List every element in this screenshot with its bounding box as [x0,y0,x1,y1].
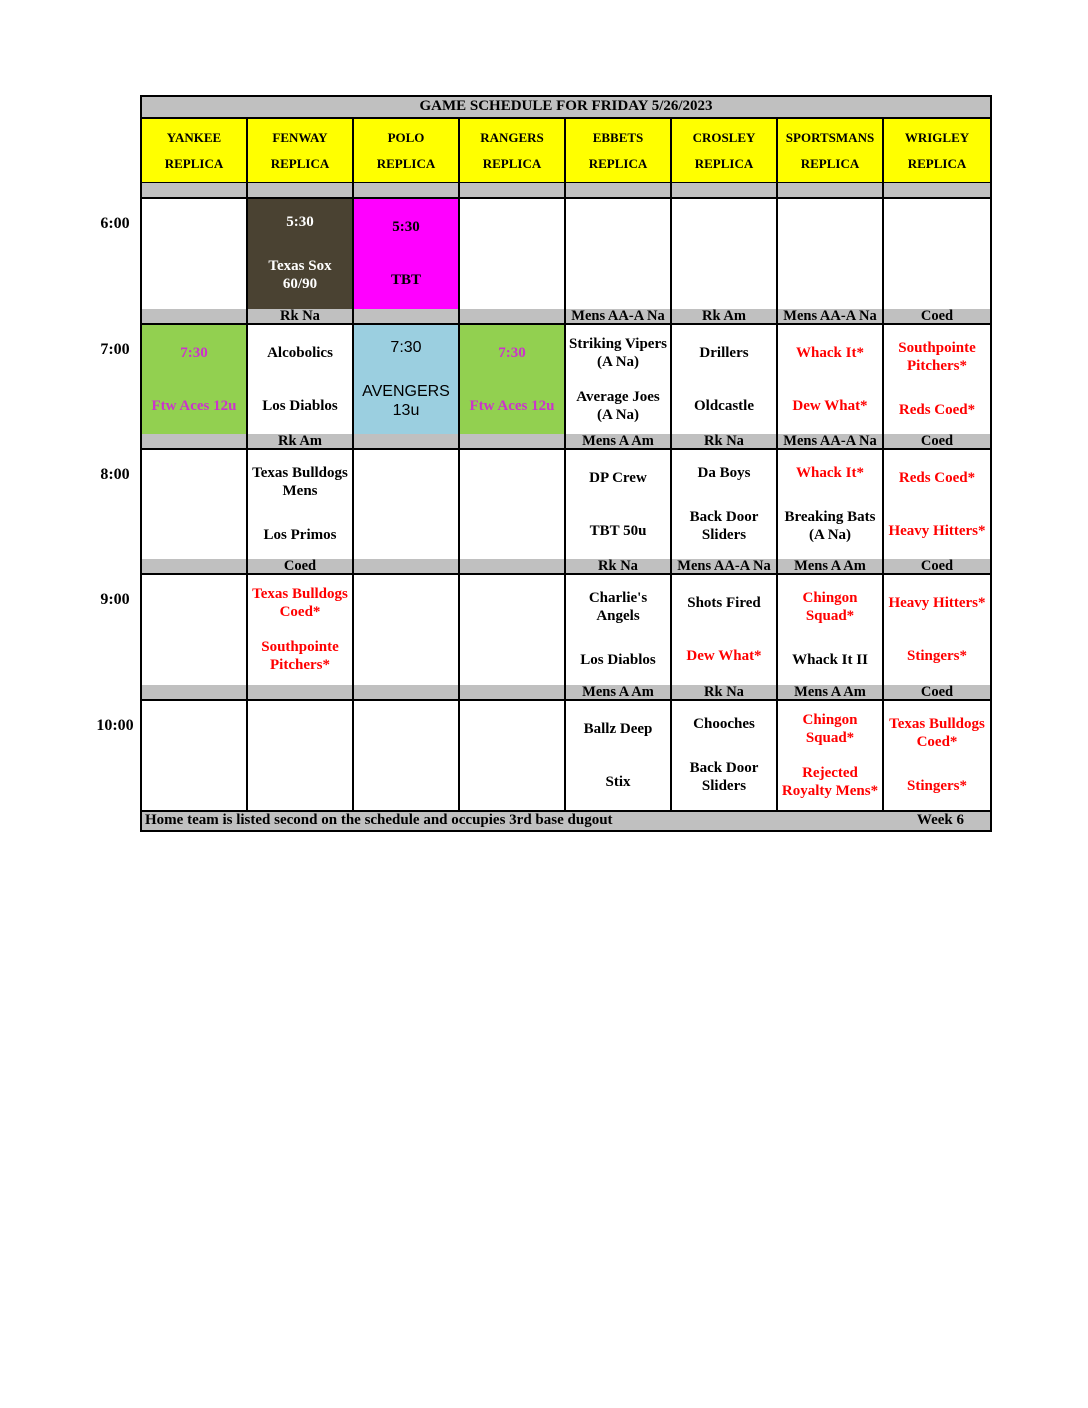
division-label [566,183,672,199]
home-team: Rejected Royalty Mens* [781,764,879,799]
home-team: Ftw Aces 12u [469,397,555,414]
division-label [354,559,460,575]
away-team: Alcobolics [267,344,333,361]
away-team: Ballz Deep [583,720,653,737]
division-label: Coed [884,685,990,701]
game-cell[interactable] [248,450,354,560]
empty-slot [142,575,248,685]
empty-slot [460,199,566,309]
division-label [884,183,990,199]
field-name: YANKEE [166,130,222,146]
empty-slot [248,701,354,811]
empty-slot [354,575,460,685]
division-label [248,685,354,701]
division-label: Coed [884,309,990,325]
home-team: Back Door Sliders [689,509,759,544]
away-team: Chingon Squad* [802,711,858,746]
home-team: AVENGERS 13u [362,382,450,419]
game-cell[interactable] [248,325,354,435]
division-label: Mens A Am [778,685,884,701]
game-cell[interactable] [884,325,990,435]
division-label: Coed [248,559,354,575]
game-cell[interactable] [672,701,778,811]
field-name: CROSLEY [692,130,756,146]
division-label [778,183,884,199]
time-label: 9:00 [100,591,130,608]
home-team: Los Diablos [262,397,338,414]
division-label [354,685,460,701]
home-team: Heavy Hitters* [888,522,986,539]
division-label [142,434,248,450]
division-label [142,309,248,325]
empty-slot [778,199,884,309]
time-label: 7:00 [100,341,130,358]
game-cell[interactable] [142,325,248,435]
division-label: Rk Am [672,309,778,325]
empty-slot [566,199,672,309]
field-header [354,119,460,183]
division-label [354,434,460,450]
field-name: RANGERS [480,130,544,146]
game-cell[interactable] [778,701,884,811]
away-team: Whack It* [796,465,864,482]
game-cell[interactable] [672,325,778,435]
away-team: Heavy Hitters* [888,594,986,611]
field-subtitle: REPLICA [376,155,436,171]
home-team: Reds Coed* [898,402,976,419]
division-label: Rk Na [672,685,778,701]
field-header [566,119,672,183]
field-header [778,119,884,183]
division-label: Mens AA-A Na [778,309,884,325]
division-label: Rk Na [248,309,354,325]
home-team: Breaking Bats (A Na) [784,509,876,544]
empty-slot [460,701,566,811]
game-time: 5:30 [286,214,314,231]
empty-slot [142,450,248,560]
away-team: Da Boys [697,465,751,482]
empty-slot [460,450,566,560]
away-team: Whack It* [796,344,864,361]
game-cell[interactable] [354,199,460,309]
game-cell[interactable] [778,575,884,685]
home-team: Stingers* [907,778,967,795]
home-team: Stingers* [907,647,967,664]
game-time: 7:30 [498,344,526,361]
time-label: 10:00 [96,717,134,734]
game-cell[interactable] [672,575,778,685]
empty-slot [142,199,248,309]
division-label: Rk Na [566,559,672,575]
game-cell[interactable] [354,325,460,435]
field-header [248,119,354,183]
field-name: POLO [387,130,425,146]
home-team: Dew What* [792,397,868,414]
schedule-title: GAME SCHEDULE FOR FRIDAY 5/26/2023 [142,97,990,119]
division-label: Rk Am [248,434,354,450]
division-label [460,685,566,701]
away-team: Chingon Squad* [802,590,858,624]
home-team: TBT 50u [589,522,647,539]
division-label: Mens AA-A Na [672,559,778,575]
game-cell[interactable] [460,325,566,435]
game-cell[interactable] [778,325,884,435]
field-subtitle: REPLICA [164,155,224,171]
away-team: Shots Fired [687,594,761,611]
division-label: Mens AA-A Na [566,309,672,325]
footer-note: Home team is listed second on the schedule and occupies 3rd base dugout [145,812,613,828]
division-label: Mens AA-A Na [778,434,884,450]
away-team: DP Crew [589,469,647,486]
division-label [354,183,460,199]
home-team: TBT [390,271,421,288]
away-team: Texas Bulldogs Mens [252,465,348,499]
division-label: Mens A Am [566,434,672,450]
game-cell[interactable] [884,701,990,811]
game-cell[interactable] [566,575,672,685]
away-team: Charlie's Angels [588,590,648,624]
empty-slot [354,450,460,560]
away-team: Striking Vipers (A Na) [569,335,667,370]
division-label [460,183,566,199]
field-name: FENWAY [272,130,328,146]
field-subtitle: REPLICA [907,155,967,171]
division-label [460,434,566,450]
away-team: Chooches [693,716,755,733]
game-time: 5:30 [392,218,420,235]
home-team: Average Joes (A Na) [576,388,660,423]
empty-slot [884,199,990,309]
division-label: Rk Na [672,434,778,450]
game-time: 7:30 [180,344,208,361]
home-team: Southpointe Pitchers* [261,638,339,673]
division-label [142,183,248,199]
game-cell[interactable] [566,701,672,811]
home-team: Ftw Aces 12u [151,397,237,414]
division-label [142,559,248,575]
field-subtitle: REPLICA [694,155,754,171]
away-team: Southpointe Pitchers* [898,340,976,374]
footer-bar [142,810,990,830]
field-name: WRIGLEY [904,130,970,146]
field-name: EBBETS [592,130,644,146]
division-label [248,183,354,199]
home-team: Los Primos [263,527,337,544]
game-cell[interactable] [884,575,990,685]
time-label: 6:00 [100,215,130,232]
empty-slot [672,199,778,309]
game-cell[interactable] [248,199,354,309]
division-label: Coed [884,434,990,450]
game-cell[interactable] [672,450,778,560]
home-team: Los Diablos [580,652,656,669]
schedule-table [140,95,992,832]
game-cell[interactable] [566,450,672,560]
field-subtitle: REPLICA [270,155,330,171]
field-subtitle: REPLICA [482,155,542,171]
away-team: Texas Bulldogs Coed* [252,585,348,620]
empty-slot [460,575,566,685]
field-name: SPORTSMANS [785,130,875,146]
field-subtitle: REPLICA [800,155,860,171]
division-label: Mens A Am [566,685,672,701]
time-label: 8:00 [100,466,130,483]
game-cell[interactable] [248,575,354,685]
field-header [142,119,248,183]
division-label [142,685,248,701]
home-team: Back Door Sliders [689,760,759,795]
field-subtitle: REPLICA [588,155,648,171]
away-team: Texas Bulldogs Coed* [889,716,985,750]
division-label [672,183,778,199]
game-cell[interactable] [778,450,884,560]
field-header [672,119,778,183]
empty-slot [142,701,248,811]
game-cell[interactable] [884,450,990,560]
division-label [460,309,566,325]
field-header [460,119,566,183]
empty-slot [354,701,460,811]
home-team: Whack It II [792,652,868,669]
home-team: Dew What* [686,647,762,664]
home-team: Texas Sox 60/90 [268,258,332,293]
field-header [884,119,990,183]
week-label: Week 6 [916,812,964,828]
game-cell[interactable] [566,325,672,435]
home-team: Oldcastle [694,397,754,414]
away-team: Reds Coed* [898,469,976,486]
game-time: 7:30 [390,339,422,357]
division-label [460,559,566,575]
division-label: Coed [884,559,990,575]
home-team: Stix [605,773,631,790]
away-team: Drillers [699,344,749,361]
division-label: Mens A Am [778,559,884,575]
division-label [354,309,460,325]
